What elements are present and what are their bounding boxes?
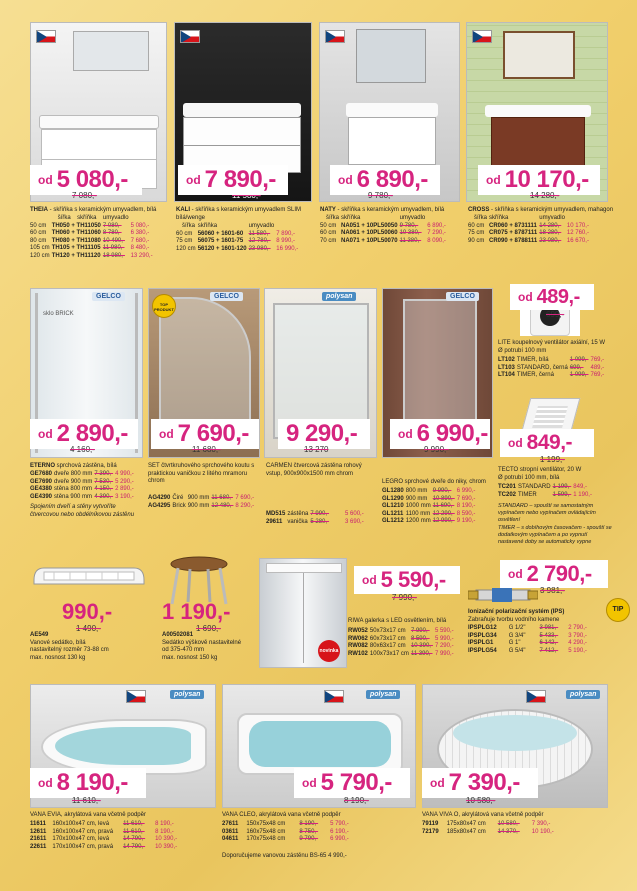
table-header [468,215,591,223]
table-row: 29611 vanička 5 280,- 3 690,- [266,518,364,525]
stool-description [162,632,272,662]
table-row: MD515 zástěna 7 990,- 5 600,- [266,511,364,517]
ae549-desc-line: Vanové sedátko, bílá [30,639,86,646]
ae549-desc-line: nastavitelný rozměr 73-88 cm [30,647,109,654]
od-label: od [38,173,53,187]
table-row: 11611 160x100x47 cm, levá 11 610,- 8 190,- [30,821,174,827]
table-row: GE7690 dveře 900 mm 7 530,- 5 290,- [30,478,134,485]
table-row: 50 cm TH050 + TH11050 7 080,- 5 080,- [30,222,150,229]
legro-description: LEGRO sprchové dveře do niky, chrom [382,479,486,485]
od-label: od [486,173,501,187]
ips-description [468,609,608,624]
eterno-description [30,463,148,471]
tecto-desc-line: Ø potrubí 100 mm, bílá [498,474,560,481]
table-row: TC201 STANDARD 1 199,- 849,- [498,484,587,490]
table-row: GE7680 dveře 800 mm 7 390,- 4 990,- [30,471,134,477]
tip-badge: TIP [606,598,630,622]
table-row: GL1212 1200 mm 12 990,- 9 190,- [382,518,476,525]
col-header: skříňka [77,215,97,221]
tecto-note-timer: TIMER – s dobíhovým časovačem - spouští se dodatkovým vypínačem a po vypnutí nastavené doby se automaticky vypne [498,525,612,545]
product-name: NATY [320,207,336,213]
od-label: od [398,427,413,441]
lite-price-tag [510,284,594,310]
table-row: IPSPLG12 G 1/2" 3 981,- 2 790,- [468,625,587,631]
product-desc: - skříňka s keramickým umyvadlem, bílá [48,207,157,213]
eterno-glass-label: sklo BRICK [43,311,74,317]
tecto-note-standard: STANDARD – spouští se samostatným vypínačem nebo vypínačem ovládajícím osvětlení [498,503,596,523]
tecto-price-tag [500,429,594,457]
table-header [176,223,300,231]
czech-flag-icon [36,30,56,43]
eterno-note: Spojením dveří a stěny vytvoříte čtvercovou nebo obdélníkovou zástěnu [30,504,135,518]
table-row: 75 cm 56075 + 1601-75 12 780,- 8 990,- [176,238,295,245]
table-row: RW102 100x73x17 cm 11 390,- 7 990,- [348,650,454,657]
od-label: od [430,776,445,790]
carmen-description: CARMEN čtvercová zástěna rohový vstup, 900x900x1500 mm chrom [266,463,362,477]
czech-flag-icon [472,30,492,43]
eterno-table [30,471,136,501]
product-desc: - skříňka s keramickým umyvadlem, mahagon [489,207,614,213]
col-header: skříňka [489,215,509,221]
product-name: AE549 [30,632,49,638]
polysan-logo: polysan [322,292,356,301]
table-row: 120 cm 56120 + 1601-120 23 980,- 16 990,- [176,245,299,252]
set-price: 7 690,- [177,420,249,447]
table-row: IPSPLG1 G 1" 6 142,- 4 290,- [468,640,587,647]
viva-description: VANA VIVA O, akrylátová vana včetně podpěr [422,812,544,818]
theia-table [30,215,155,261]
od-label: od [338,173,353,187]
od-label: od [518,290,533,304]
col-header: umyvadlo [539,215,565,221]
evia-price: 8 190,- [56,769,128,796]
table-row: AG4295 Brick 900 mm 12 480,- 8 290,- [148,502,255,509]
cleo-table [222,821,351,844]
ips-old-price: 3 981,- [540,586,565,595]
product-name: THEIA [30,207,48,213]
novinka-badge: novinka [318,640,340,662]
cleo-old-price: 8 190,- [344,796,369,805]
ae549-desc-line: max. nosnost 130 kg [30,654,86,661]
theia-price: 5 080,- [56,166,128,193]
col-header: šířka [474,215,488,221]
table-row: GL1211 1100 mm 12 290,- 8 590,- [382,510,476,517]
cross-old-price: 14 280,- [530,191,560,200]
table-row: GL1290 900 mm 10 890,- 7 690,- [382,495,476,502]
lite-description [498,340,616,355]
table-row: LT102 TIMER, bílá 1 099,- 769,- [498,357,605,363]
product-name: Ionizační polarizační systém (IPS) [468,609,565,615]
col-header: šířka [182,223,196,229]
table-row: IPSPLG54 G 5/4" 7 412,- 5 190,- [468,647,587,654]
naty-table [320,215,448,245]
od-label: od [362,573,377,587]
riva-description: RIWA galerka s LED osvětlením, bílá [348,618,447,624]
cleo-recommendation: Doporučujeme vanovou zástěnu BS-65 4 990,- [222,853,347,859]
cross-price: 10 170,- [504,166,589,193]
table-row: 04611 170x75x48 cm 9 790,- 6 990,- [222,836,349,843]
table-row: LT103 STANDARD, černá 699,- 489,- [498,364,605,371]
col-header: umyvadlo [248,223,275,229]
table-row: 60 cm CR060 + 8731111 14 280,- 10 170,- [468,222,589,229]
ips-price: 2 790,- [526,561,592,586]
od-label: od [186,173,201,187]
czech-flag-icon [526,690,546,703]
riva-price: 5 590,- [380,567,446,592]
legro-table [382,488,477,526]
eterno-old-price: 4 160,- [70,445,95,454]
polysan-logo: polysan [366,690,400,699]
viva-table [422,821,556,836]
evia-table [30,821,179,851]
product-name: A00502081 [162,632,194,638]
lite-desc-line: LITE koupelnový ventilátor axiální, 15 W [498,340,606,346]
naty-description [320,207,465,215]
stool-old-price: 1 690,- [196,624,221,633]
set-table [148,495,256,510]
legro-old-price: 9 990,- [424,445,449,454]
table-row: 60 cm NA061 + 10PL50060 10 380,- 7 290,- [320,230,446,237]
cross-table [468,215,591,245]
col-header: skříňka [197,223,218,229]
col-header: umyvadlo [399,215,426,221]
table-row: TC202 TIMER 1 599,- 1 190,- [498,491,592,498]
od-label: od [508,567,523,581]
carmen-old-price: 13 270 [304,445,329,454]
czech-flag-icon [126,690,146,703]
product-name: KALI [176,207,190,213]
table-row: IPSPLG34 G 3/4" 5 433,- 3 790,- [468,632,587,639]
tecto-desc-line: TECTO stropní ventilátor, 20 W [498,467,582,473]
gelco-logo: GELCO [446,292,479,301]
ae549-old-price: 1 490,- [76,624,101,633]
eterno-price: 2 890,- [56,420,128,447]
naty-old-price: 9 780,- [368,191,393,200]
cleo-description: VANA CLEO, akrylátová vana včetně podpěr [222,812,341,818]
set-old-price: 11 680,- [192,445,221,454]
product-desc: sprchová zástěna, bílá [55,463,117,469]
top-produkt-badge: TOP PRODUKT [152,294,176,318]
viva-price: 7 390,- [448,769,520,796]
product-desc: - skříňka s keramickým umyvadlem SLIM bílá/wenge [176,207,302,221]
table-row: RW062 60x73x17 cm 8 590,- 5 990,- [348,635,454,642]
kali-price: 7 890,- [204,166,276,193]
stool-price: 1 190,- [162,599,231,624]
stool-desc-line: Sedátko výškově nastavitelné [162,639,242,646]
table-row: 72179 185x80x47 cm 14 370,- 10 190,- [422,828,554,835]
viva-price-tag [422,768,538,798]
gelco-logo: GELCO [92,292,125,301]
product-desc: - skříňka s keramickým umyvadlem, bílá [335,207,445,213]
table-row: 12611 160x100x47 cm, pravá 11 610,- 8 190,- [30,828,174,835]
cleo-price: 5 790,- [320,769,392,796]
od-label: od [159,427,174,441]
table-row: RW082 80x63x17 cm 10 390,- 7 290,- [348,643,454,650]
tecto-description [498,467,616,482]
table-row: 105 cm TH105 + TH11105 11 980,- 8 480,- [30,245,150,252]
od-label: od [302,776,317,790]
czech-flag-icon [180,30,200,43]
set-description: SET čtvrtkruhového sprchového koutu s praktickou vaničkou z litého mramoru chrom [148,463,255,485]
cross-description [468,207,614,215]
lite-table [498,357,606,380]
table-row: GL1280 800 mm 9 990,- 6 990,- [382,488,476,494]
ae549-description [30,632,150,662]
theia-old-price: 7 080,- [72,191,97,200]
stool-desc-line: od 375-470 mm [162,647,205,654]
table-row: 50 cm NA051 + 10PL50050 9 780,- 6 890,- [320,222,446,229]
col-header: umyvadlo [102,215,129,221]
table-row: 22611 170x100x47 cm, pravá 14 790,- 10 390,- [30,843,178,850]
riva-table [348,628,456,658]
legro-price: 6 990,- [416,420,488,447]
table-row: 80 cm TH080 + TH11080 10 490,- 7 680,- [30,237,150,244]
table-row: 75 cm CR075 + 8787111 18 280,- 12 760,- [468,230,589,237]
carmen-table [266,511,366,526]
tecto-table [498,484,594,499]
riva-price-tag [354,566,460,594]
cleo-price-tag [294,768,410,798]
viva-old-price: 10 580,- [466,796,496,805]
carmen-price: 9 290,- [286,420,358,447]
table-row: 120 cm TH120 + TH11120 18 980,- 13 290,- [30,252,153,259]
tecto-old-price: 1 199,- [540,455,565,464]
table-row: 60 cm 56060 + 1601-60 11 580,- 7 890,- [176,230,295,237]
ae549-price: 990,- [62,599,113,624]
ips-device-photo [468,584,538,606]
od-label: od [508,436,523,450]
lite-price: 489,- [536,285,580,308]
tecto-price: 849,- [526,431,573,454]
table-row: 27611 150x75x48 cm 8 190,- 5 790,- [222,821,349,827]
evia-old-price: 11 610,- [72,796,101,805]
ae549-seat-photo [30,562,148,598]
od-label: od [38,776,53,790]
table-row: AG4290 Čiré 900 mm 11 680,- 7 690,- [148,495,255,501]
table-row: GE4390 stěna 900 mm 4 390,- 3 190,- [30,493,134,500]
od-label: od [38,427,53,441]
col-header: šířka [57,215,71,221]
polysan-logo: polysan [170,690,204,699]
theia-description [30,207,170,215]
ips-table [468,625,589,655]
table-row: 70 cm NA071 + 10PL50070 11 380,- 8 090,- [320,237,446,244]
table-row: 21611 170x100x47 cm, levá 14 790,- 10 390,- [30,836,178,843]
stool-desc-line: max. nosnost 150 kg [162,654,218,661]
czech-flag-icon [325,30,345,43]
evia-price-tag [30,768,146,798]
kali-old-price: 11 580,- [232,191,261,200]
col-header: šířka [326,215,340,221]
table-row: 79119 175x80x47 cm 10 580,- 7 390,- [422,821,551,827]
col-header: skříňka [341,215,361,221]
ips-desc-line: Zabraňuje tvorbu vodního kamene [468,616,560,623]
table-row: 60 cm TH060 + TH11060 8 780,- 6 380,- [30,230,150,237]
kali-table [176,223,300,253]
table-row: 90 cm CR090 + 8788111 23 080,- 16 670,- [468,237,589,244]
product-name: ETERNO [30,463,56,469]
table-row: GL1210 1000 mm 11 690,- 8 190,- [382,503,476,510]
table-row: LT104 TIMER, černá 1 099,- 769,- [498,372,605,379]
product-name: CROSS [468,207,490,213]
table-header [320,215,448,223]
polysan-logo: polysan [566,690,600,699]
lite-desc-line: Ø potrubí 100 mm [498,347,547,354]
table-row: RW052 50x73x17 cm 7 990,- 5 590,- [348,628,454,634]
table-header [30,215,155,223]
lite-old-price: 699,- [546,310,565,319]
gelco-logo: GELCO [210,292,243,301]
evia-description: VANA EVIA, akrylátová vana včetně podpěr [30,812,146,818]
kali-description [176,207,316,222]
table-row: GE4380 stěna 800 mm 4 150,- 2 890,- [30,486,134,493]
naty-price: 6 890,- [356,166,428,193]
czech-flag-icon [324,690,344,703]
riva-old-price: 7 990,- [392,593,417,602]
table-row: 03611 160x75x48 cm 8 750,- 6 190,- [222,828,349,835]
